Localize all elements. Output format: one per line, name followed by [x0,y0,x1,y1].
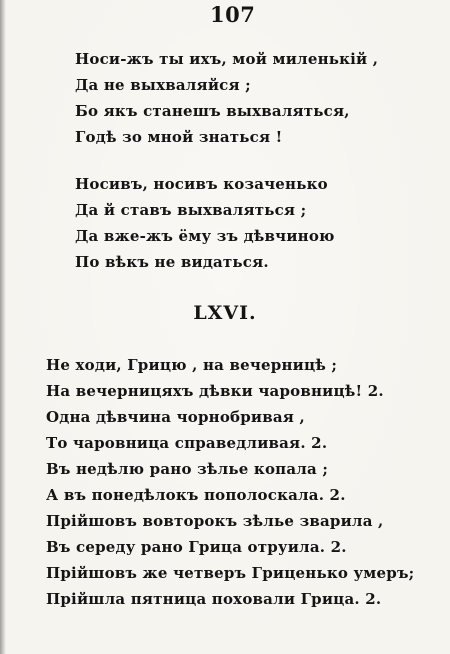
stanza-2-line-3: Да вже-жъ ёму зъ дѣвчиною [75,227,335,245]
poem-line-2: На вечерницяхъ дѣвки чаровницѣ! 2. [46,382,384,400]
stanza-1-line-3: Бо якъ станешъ выхваляться, [75,102,350,120]
poem-line-4: То чаровница справедливая. 2. [46,434,328,452]
stanza-1-line-1: Носи-жъ ты ихъ, мой миленькій , [75,50,379,68]
poem-line-6: А въ понедѣлокъ пополоскала. 2. [46,486,346,504]
poem-line-10: Прійшла пятница поховали Грица. 2. [46,590,382,608]
poem-line-9: Прійшовъ же четверъ Гриценько умеръ; [46,564,415,582]
poem-line-7: Прійшовъ вовторокъ зѣлье зварила , [46,512,384,530]
stanza-1-line-4: Годѣ зо мной знаться ! [75,128,283,146]
section-heading: LXVI. [193,302,257,324]
page-edge-shadow [0,0,6,654]
poem-line-1: Не ходи, Грицю , на вечерницѣ ; [46,356,338,374]
stanza-1-line-2: Да не выхваляйся ; [75,76,251,94]
stanza-2-line-1: Носивъ, носивъ козаченько [75,175,328,193]
stanza-2-line-4: По вѣкъ не видаться. [75,253,269,271]
page-number: 107 [210,2,256,27]
poem-line-8: Въ середу рано Грица отруила. 2. [46,538,347,556]
poem-line-5: Въ недѣлю рано зѣлье копала ; [46,460,329,478]
stanza-2-line-2: Да й ставъ выхваляться ; [75,201,307,219]
poem-line-3: Одна дѣвчина чорнобривая , [46,408,305,426]
